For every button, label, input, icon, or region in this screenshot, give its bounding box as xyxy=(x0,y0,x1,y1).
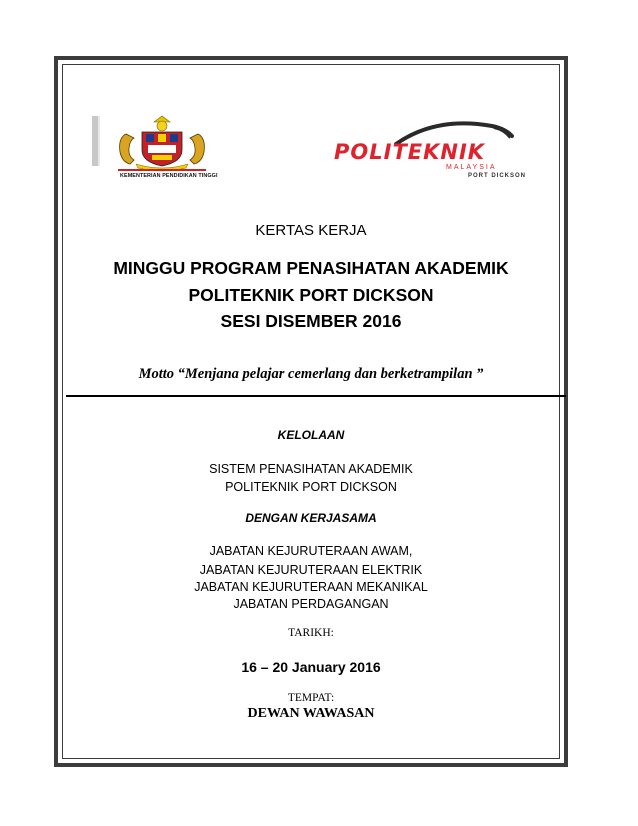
politeknik-campus: PORT DICKSON xyxy=(468,173,527,179)
coat-of-arms-icon xyxy=(92,114,232,172)
organiser-line-2: POLITEKNIK PORT DICKSON xyxy=(225,480,397,494)
title-line-3: SESI DISEMBER 2016 xyxy=(220,311,402,331)
date-label: TARIKH: xyxy=(288,627,334,639)
organiser-line-1: SISTEM PENASIHATAN AKADEMIK xyxy=(209,462,413,476)
collaboration-line-3: JABATAN KEJURUTERAAN MEKANIKAL xyxy=(194,580,428,594)
ministry-logo xyxy=(92,114,232,182)
event-venue: DEWAN WAWASAN xyxy=(247,706,375,721)
ministry-underline xyxy=(118,169,206,171)
event-date: 16 – 20 January 2016 xyxy=(241,659,381,675)
ministry-caption: KEMENTERIAN PENDIDIKAN TINGGI xyxy=(120,173,218,179)
divider-rule xyxy=(66,395,566,397)
politeknik-wordmark: POLITEKNIK xyxy=(334,140,486,164)
politeknik-logo xyxy=(326,118,546,180)
title-line-2: POLITEKNIK PORT DICKSON xyxy=(188,285,434,305)
organiser-heading: KELOLAAN xyxy=(277,428,345,442)
motto: Motto “Menjana pelajar cemerlang dan berketrampilan ” xyxy=(138,366,484,382)
politeknik-country: MALAYSIA xyxy=(446,164,497,171)
title-line-1: MINGGU PROGRAM PENASIHATAN AKADEMIK xyxy=(113,258,509,278)
collaboration-line-4: JABATAN PERDAGANGAN xyxy=(233,597,389,611)
collaboration-line-2: JABATAN KEJURUTERAAN ELEKTRIK xyxy=(199,563,423,577)
collaboration-heading: DENGAN KERJASAMA xyxy=(245,511,377,525)
document-label: KERTAS KERJA xyxy=(255,222,367,239)
venue-label: TEMPAT: xyxy=(287,692,335,704)
collaboration-line-1: JABATAN KEJURUTERAAN AWAM, xyxy=(209,544,413,558)
